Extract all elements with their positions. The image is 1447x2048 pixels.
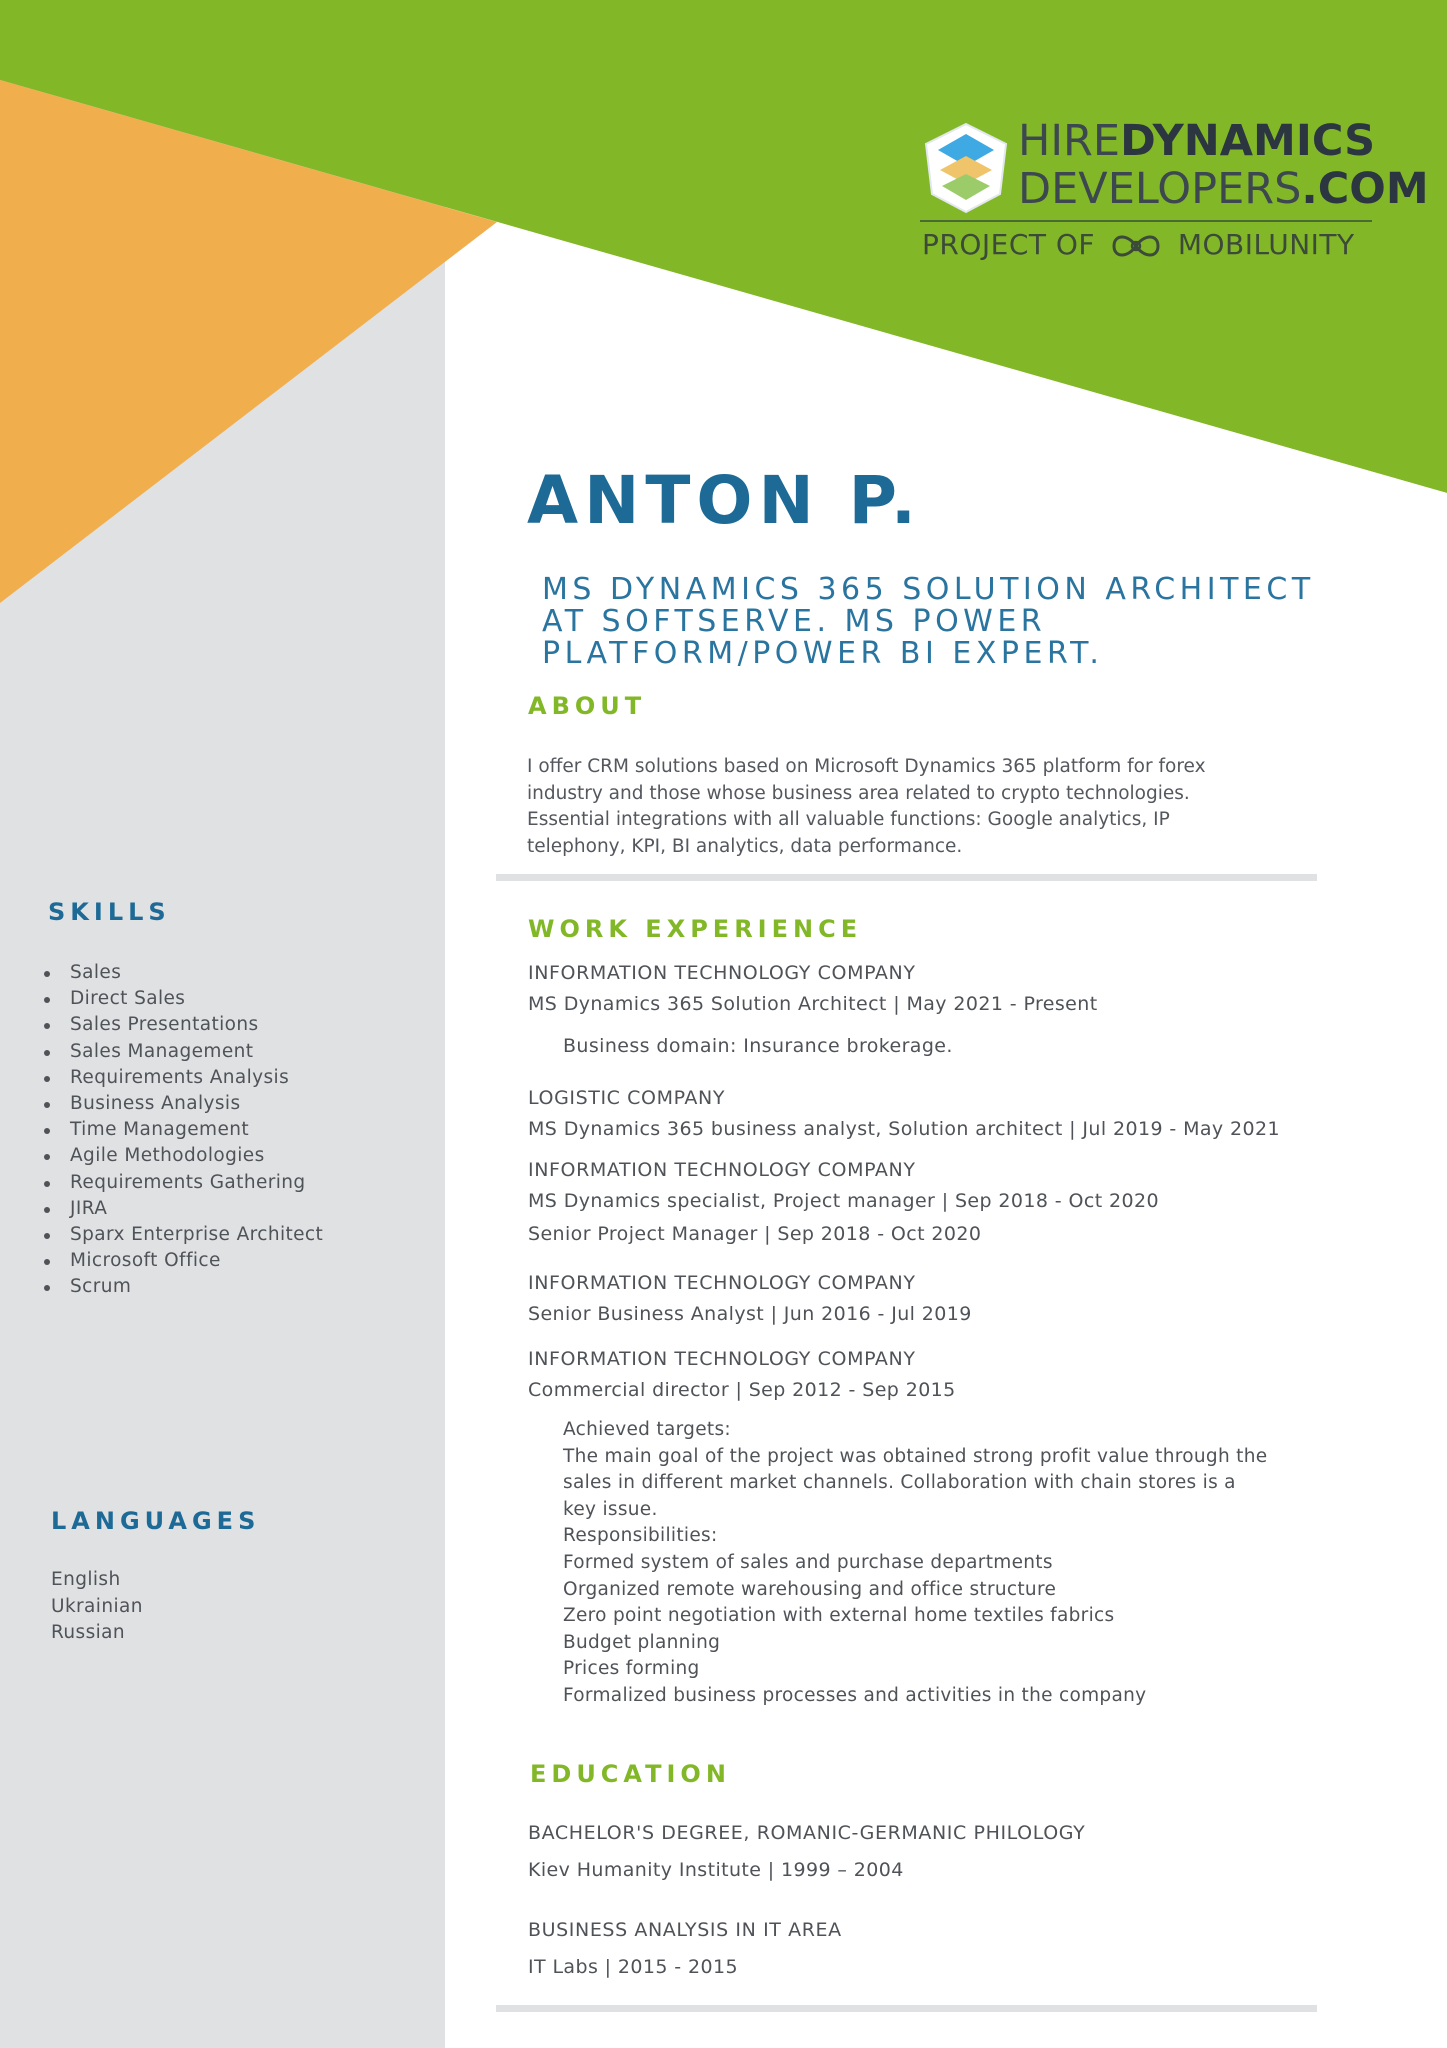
job-role: Commercial director | Sep 2012 - Sep 2015 (528, 1379, 956, 1401)
job-company: INFORMATION TECHNOLOGY COMPANY (528, 1348, 916, 1370)
skills-heading: SKILLS (48, 898, 171, 926)
about-line: industry and those whose business area related to crypto technologies. (527, 782, 1190, 804)
section-divider (496, 2005, 1317, 2012)
layered-diamond-logo-icon (920, 122, 1012, 214)
language-item: English (51, 1569, 121, 1590)
job-detail-line: Organized remote warehousing and office structure (563, 1578, 1057, 1600)
language-item: Ukrainian (51, 1595, 143, 1617)
about-text (527, 754, 1287, 860)
job-detail-line: sales in different market channels. Collaboration with chain stores is a (563, 1472, 1236, 1494)
logo-project-of: PROJECT OF MOBILUNITY (922, 228, 1355, 261)
company-logo (920, 116, 1429, 268)
job-detail-line: Responsibilities: (563, 1525, 718, 1547)
logo-line-2: DEVELOPERS.COM (1018, 164, 1429, 214)
work-experience-heading: WORK EXPERIENCE (528, 915, 863, 943)
skill-item: Requirements Gathering (40, 1170, 323, 1196)
education-heading: EDUCATION (530, 1760, 731, 1788)
skill-item: Sales (40, 960, 323, 986)
education-degree: BACHELOR'S DEGREE, ROMANIC-GERMANIC PHILOLOGY (528, 1822, 1086, 1844)
about-line: telephony, KPI, BI analytics, data performance. (527, 835, 963, 857)
languages-heading: LANGUAGES (51, 1507, 261, 1535)
job-detail-line: key issue. (563, 1498, 658, 1520)
job-details: Business domain: Insurance brokerage. (563, 1035, 953, 1057)
about-line: I offer CRM solutions based on Microsoft Dynamics 365 platform for forex (527, 756, 1206, 777)
tagline-line: MS DYNAMICS 365 SOLUTION ARCHITECT (542, 572, 1315, 607)
skill-item: Sales Presentations (40, 1012, 323, 1038)
skill-item: Direct Sales (40, 986, 323, 1012)
job-role: MS Dynamics 365 Solution Architect | May 2021 - Present (528, 993, 1098, 1015)
tagline-line: PLATFORM/POWER BI EXPERT. (542, 636, 1104, 671)
job-details (563, 1417, 1323, 1710)
job-detail-line: Achieved targets: (563, 1419, 731, 1440)
job-company: LOGISTIC COMPANY (528, 1087, 726, 1109)
job-role: Senior Business Analyst | Jun 2016 - Jul 2019 (528, 1303, 972, 1325)
section-divider (496, 874, 1317, 881)
job-detail-line: Budget planning (563, 1631, 721, 1653)
job-company: INFORMATION TECHNOLOGY COMPANY (528, 1272, 916, 1294)
logo-divider (920, 220, 1372, 222)
infinity-knot-icon (1110, 231, 1162, 261)
skill-item: Microsoft Office (40, 1248, 323, 1274)
job-company: INFORMATION TECHNOLOGY COMPANY (528, 1159, 916, 1181)
candidate-tagline (542, 574, 1362, 670)
education-school: IT Labs | 2015 - 2015 (528, 1956, 738, 1978)
job-detail-line: Zero point negotiation with external home textiles fabrics (563, 1605, 1115, 1627)
skill-item: Sales Management (40, 1039, 323, 1065)
job-company: INFORMATION TECHNOLOGY COMPANY (528, 962, 916, 984)
skill-item: Scrum (40, 1274, 323, 1300)
job-detail-line: The main goal of the project was obtained strong profit value through the (563, 1445, 1268, 1467)
about-line: Essential integrations with all valuable functions: Google analytics, IP (527, 809, 1170, 830)
skill-item: JIRA (40, 1196, 323, 1222)
skill-item: Sparx Enterprise Architect (40, 1222, 323, 1248)
job-detail-line: Formalized business processes and activities in the company (563, 1684, 1147, 1706)
job-role: MS Dynamics specialist, Project manager | Sep 2018 - Oct 2020 (528, 1190, 1159, 1212)
about-heading: ABOUT (528, 692, 647, 720)
skills-list (40, 960, 323, 1301)
education-school: Kiev Humanity Institute | 1999 – 2004 (528, 1859, 904, 1881)
logo-line-1: HIREDYNAMICS (1018, 116, 1376, 166)
job-detail-line: Formed system of sales and purchase departments (563, 1551, 1053, 1573)
education-degree: BUSINESS ANALYSIS IN IT AREA (528, 1919, 842, 1941)
candidate-name: ANTON P. (527, 462, 922, 539)
skill-item: Requirements Analysis (40, 1065, 323, 1091)
job-role: MS Dynamics 365 business analyst, Solution architect | Jul 2019 - May 2021 (528, 1118, 1280, 1140)
skill-item: Time Management (40, 1117, 323, 1143)
job-detail-line: Prices forming (563, 1658, 700, 1680)
job-role: Senior Project Manager | Sep 2018 - Oct 2020 (528, 1223, 982, 1245)
language-item: Russian (51, 1622, 126, 1644)
tagline-line: AT SOFTSERVE. MS POWER (542, 604, 1047, 639)
skill-item: Agile Methodologies (40, 1143, 323, 1169)
skill-item: Business Analysis (40, 1091, 323, 1117)
languages-list (51, 1567, 143, 1647)
